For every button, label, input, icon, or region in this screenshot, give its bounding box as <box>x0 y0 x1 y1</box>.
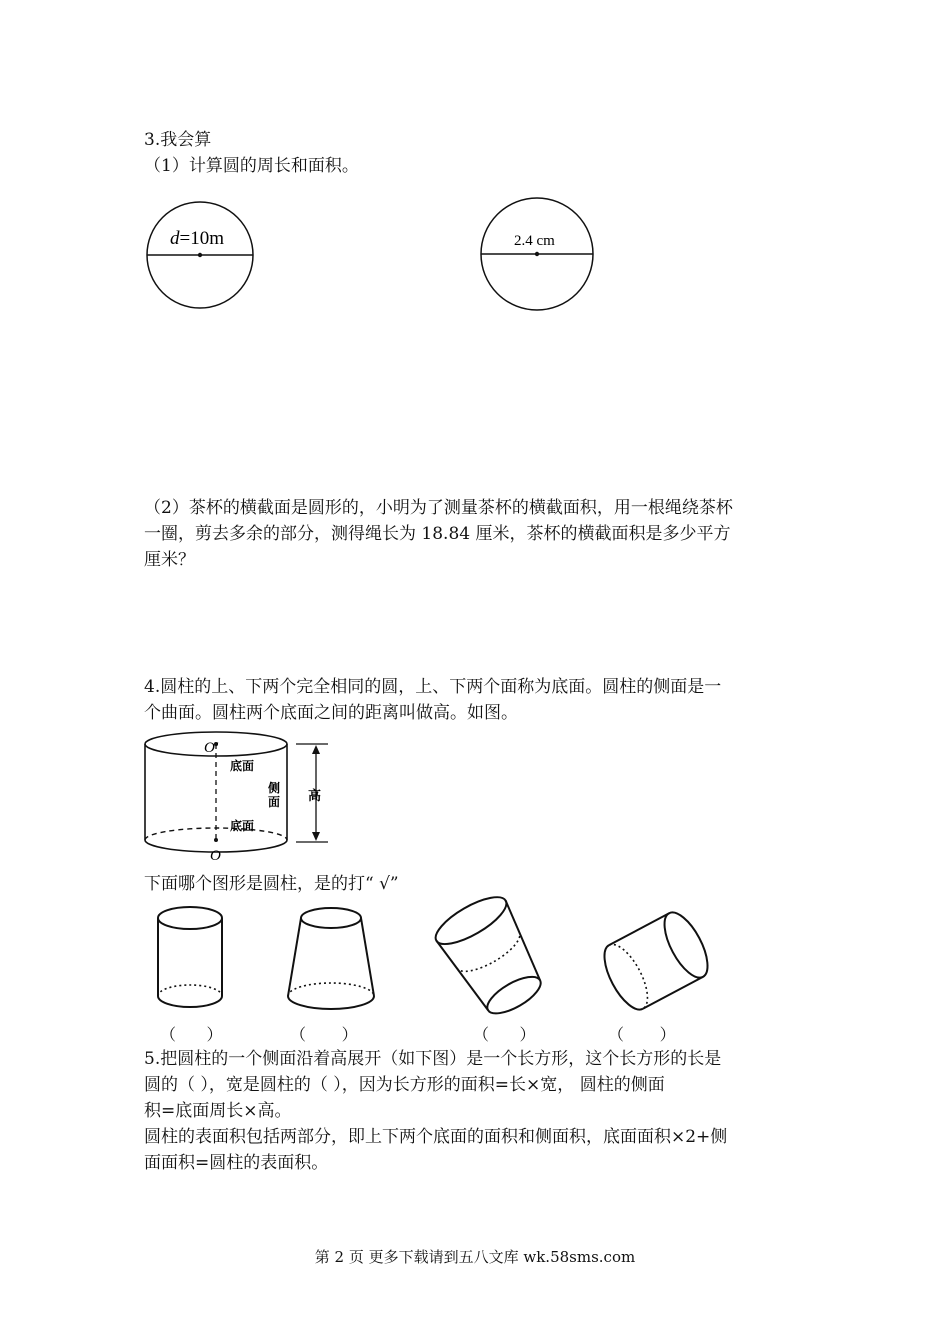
q3-sub2-line3: 厘米？ <box>144 550 195 570</box>
q3-heading: 3.我会算 <box>144 130 212 150</box>
top-base-label: 底面 <box>230 759 255 773</box>
shape-upright-cylinder <box>155 905 230 1017</box>
q4-prompt: 下面哪个图形是圆柱，是的打“ √” <box>144 874 399 894</box>
circle-diameter-10m <box>140 195 270 315</box>
bottom-center-label: O <box>210 848 221 864</box>
answer-blank-4[interactable]: （ ） <box>608 1025 676 1044</box>
side-label-bottom: 面 <box>268 795 281 809</box>
top-center-label: O' <box>204 740 219 756</box>
shape-tilted-frustum <box>428 895 558 1020</box>
page-footer: 第 2 页 更多下载请到五八文库 wk.58sms.com <box>314 1248 636 1266</box>
circle1-label-rest: =10m <box>179 228 224 249</box>
circle-diameter-2-4cm <box>478 195 608 315</box>
q5-line2: 圆的（ ），宽是圆柱的（ ），因为长方形的面积=长×宽， 圆柱的侧面 <box>144 1075 665 1095</box>
q5-line1: 5.把圆柱的一个侧面沿着高展开（如下图）是一个长方形，这个长方形的长是 <box>144 1049 722 1069</box>
answer-blank-2[interactable]: （ ） <box>290 1025 358 1044</box>
svg-text:d=10m <box>170 228 224 249</box>
q5-line4: 圆柱的表面积包括两部分，即上下两个底面的面积和侧面积，底面面积×2+侧 <box>144 1127 728 1147</box>
height-label: 高 <box>308 789 322 804</box>
shape-frustum <box>283 905 383 1017</box>
q4-line1: 4.圆柱的上、下两个完全相同的圆，上、下两个面称为底面。圆柱的侧面是一 <box>144 677 722 697</box>
answer-blank-3[interactable]: （ ） <box>473 1025 536 1044</box>
q5-line5: 面面积=圆柱的表面积。 <box>144 1153 329 1173</box>
side-label-top: 侧 <box>268 781 281 795</box>
bottom-base-label: 底面 <box>230 819 255 833</box>
q3-sub2-line2: 一圈，剪去多余的部分，测得绳长为 18.84 厘米，茶杯的横截面积是多少平方 <box>144 524 731 544</box>
q5-line3: 积=底面周长×高。 <box>144 1101 292 1121</box>
circle1-label-var: d <box>170 228 180 249</box>
answer-blank-1[interactable]: （ ） <box>160 1025 223 1044</box>
shape-tilted-cylinder <box>600 905 720 1017</box>
q3-sub1: （1）计算圆的周长和面积。 <box>144 156 359 176</box>
circle2-label: 2.4 cm <box>514 233 555 249</box>
cylinder-diagram <box>144 730 364 865</box>
q3-sub2-line1: （2）茶杯的横截面是圆形的，小明为了测量茶杯的横截面积，用一根绳绕茶杯 <box>144 498 733 518</box>
q4-line2: 个曲面。圆柱两个底面之间的距离叫做高。如图。 <box>144 703 518 723</box>
